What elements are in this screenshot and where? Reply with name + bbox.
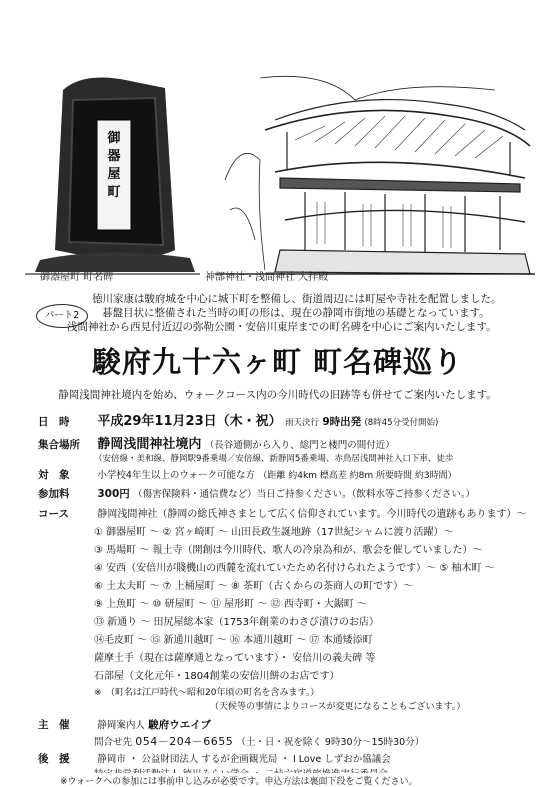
start-time: 9時出発 xyxy=(322,416,362,428)
contact-label: 問合せ先 xyxy=(94,737,133,748)
course-line-9: 薩摩土手（現在は薩摩通となっています）・ 安倍川の義夫碑 等 xyxy=(94,653,376,664)
support-row xyxy=(38,751,391,766)
course-line-5: ⑥ 土太夫町 ～ ⑦ 上桶屋町 ～ ⑧ 茶町（古くからの茶商人の町です）～ xyxy=(94,581,414,592)
contact-phone: 054－204－6655 xyxy=(135,735,234,748)
intro-line-1: 徳川家康は駿府城を中心に城下町を整備し、街道周辺には町屋や寺社を配置しました。 xyxy=(92,293,502,305)
course-line-7: ⑬ 新通り ～ 田尻屋総本家（1753年創業のわさび漬けのお店） xyxy=(94,617,379,628)
sketch-illustrations xyxy=(25,60,535,292)
meeting-access: （安倍線・美和線、静岡駅9番乗場／安倍線、新静岡5番乗場、赤鳥居浅間神社入口下車、徒歩 xyxy=(94,454,454,464)
target-detail: （距離 約4km 標高差 約8m 所要時間 約3時間） xyxy=(258,471,457,481)
fee-row xyxy=(38,486,475,501)
course-row xyxy=(38,505,527,521)
target-row xyxy=(38,467,457,482)
svg-text:器: 器 xyxy=(107,149,121,164)
course-note-1: ※ （町名は江戸時代～昭和20年頃の町名を含みます。） xyxy=(94,688,320,698)
town-name-monument-drawing xyxy=(25,78,200,275)
target-value: 小学校4年生以上のウォーク可能な方 xyxy=(97,470,256,481)
contact-row xyxy=(94,733,424,749)
course-line-10: 石部屋（文化元年・1804創業の安倍川餅のお店です） xyxy=(94,671,340,682)
footer-note: ※ウォークへの参加には事前申し込みが必要です。申込方法は裏面下段をご覧ください。 xyxy=(60,773,417,787)
meeting-value: 静岡浅間神社境内 xyxy=(97,437,202,452)
fee-value: 300円 xyxy=(97,488,130,500)
meeting-note: （長谷通側から入り、総門と楼門の間付近） xyxy=(204,440,395,451)
intro-line-3: 浅間神社から西見付近辺の弥勒公園・安倍川東岸までの町名碑を中心にご案内いたします。 xyxy=(67,321,497,333)
shrine-hall-drawing xyxy=(215,76,535,274)
course-line-2: ① 御器屋町 ～ ② 宮ヶ崎町 ～ 山田長政生誕地跡（17世紀シャムに渡り活躍）～ xyxy=(94,527,454,538)
date-value: 平成29年11月23日（木・祝） xyxy=(97,414,282,429)
course-label: コース xyxy=(38,508,69,520)
support-label: 後 援 xyxy=(38,753,70,765)
svg-text:御: 御 xyxy=(107,131,121,146)
rain-note: 雨天決行 xyxy=(284,418,319,428)
meeting-label: 集合場所 xyxy=(38,439,80,451)
fee-detail: （傷害保険料・通信費など）当日ご持参ください。（飲料水等ご持参ください。） xyxy=(133,489,476,500)
course-note-2: （天候等の事情によりコースが変更になることもございます。） xyxy=(210,702,466,712)
caption-monument: 御器屋町 町名碑 xyxy=(40,272,114,283)
target-label: 対 象 xyxy=(38,469,70,481)
organizer-prefix: 静岡案内人 xyxy=(97,720,145,731)
organizer-row xyxy=(38,717,211,732)
page-title: 駿府九十六ヶ町 町名碑巡り xyxy=(91,345,464,379)
date-label: 日 時 xyxy=(38,416,70,428)
part-badge: パート2 xyxy=(36,304,88,328)
reception-time: (8時45分受付開始) xyxy=(364,418,439,428)
meeting-row xyxy=(38,433,395,452)
caption-shrine: 神部神社・浅間神社 大拝殿 xyxy=(205,272,329,283)
page-subtitle: 静岡浅間神社境内を始め、ウォークコース内の今川時代の旧跡等も併せてご案内いたします。 xyxy=(58,389,497,401)
course-line-1: 静岡浅間神社（静岡の総氏神さまとして広く信仰されています。今川時代の遺跡もあります）～ xyxy=(97,509,527,520)
contact-hours: （土・日・祝を除く 9時30分～15時30分） xyxy=(236,737,425,748)
course-line-4: ④ 安西（安倍川が賤機山の西麓を流れていたため名付けられたようです）～ ⑤ 柚木町 ～ xyxy=(94,563,495,574)
support-line-1: 静岡市 ・ 公益財団法人 するが企画観光局 ・ I Love しずおか協議会 xyxy=(97,754,391,765)
organizer-name: 駿府ウエイブ xyxy=(148,719,211,731)
course-line-3: ③ 馬場町 ～ 報土寺（開創は今川時代、歌人の冷泉為和が、歌会を催していました）～ xyxy=(94,545,483,556)
organizer-label: 主 催 xyxy=(38,719,70,731)
course-line-8: ⑭毛皮町 ～ ⑮ 新通川越町 ～ ⑯ 本通川越町 ～ ⑰ 本通矮添町 xyxy=(94,635,373,646)
fee-label: 参加料 xyxy=(38,488,70,500)
svg-text:屋: 屋 xyxy=(107,167,121,182)
date-row xyxy=(38,410,438,429)
svg-text:町: 町 xyxy=(107,185,121,200)
intro-line-2: 碁盤目状に整備された当時の町の形は、現在の静岡市街地の基礎となっています。 xyxy=(102,307,490,319)
course-line-6: ⑨ 上魚町 ～ ⑩ 研屋町 ～ ⑪ 屋形町 ～ ⑫ 西寺町・大鋸町 ～ xyxy=(94,599,367,610)
